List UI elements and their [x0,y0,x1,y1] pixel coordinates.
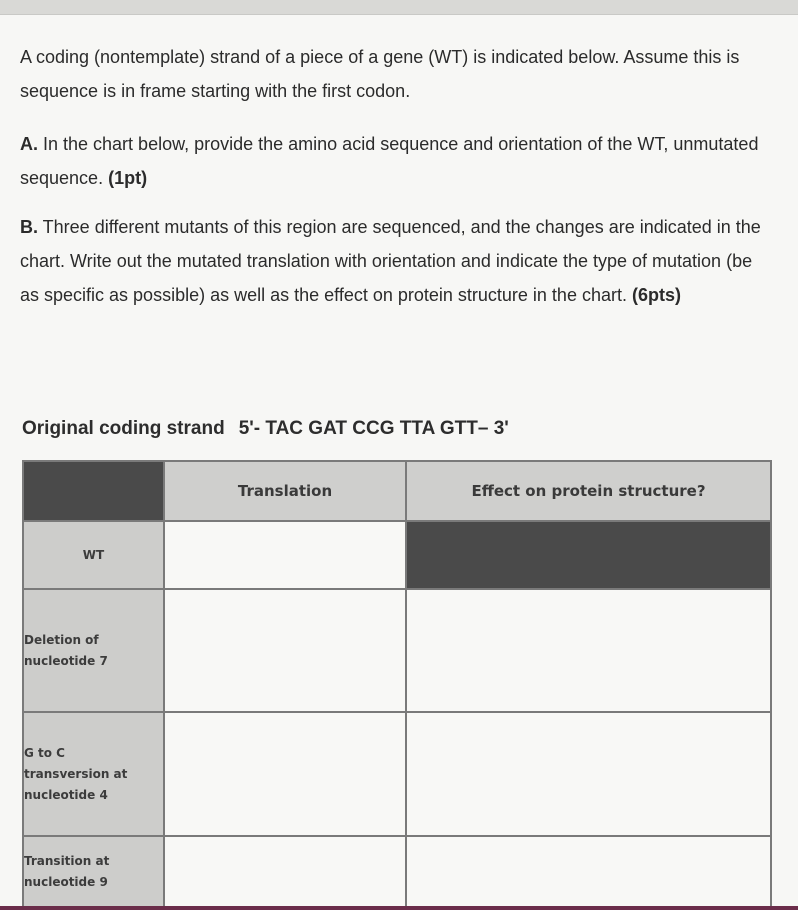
corner-cell [23,461,164,521]
transversion-effect-cell[interactable] [406,712,771,836]
row-transition [23,836,771,908]
strand-label: Original coding strand [22,418,225,439]
deletion-translation-cell[interactable] [164,589,406,712]
column-header-translation: Translation [164,461,406,521]
wt-effect-cell-shaded [406,521,771,589]
worksheet-page [0,15,798,910]
row-label-wt: WT [23,521,164,589]
row-deletion [23,589,771,712]
row-transversion [23,712,771,836]
part-a-text: In the chart below, provide the amino acid sequence and orientation of the WT, unmutated sequence. [20,134,759,188]
part-b-points: (6pts) [631,285,681,305]
transition-effect-cell[interactable] [406,836,771,908]
row-label-transition: Transition at nucleotide 9 [23,836,164,908]
original-strand-line [22,418,509,440]
transition-translation-cell[interactable] [164,836,406,908]
bottom-bar [0,906,798,910]
deletion-effect-cell[interactable] [406,589,771,712]
part-a-paragraph [20,127,775,195]
transversion-translation-cell[interactable] [164,712,406,836]
row-wt [23,521,771,589]
chart-header-row [23,461,771,521]
row-label-transversion: G to C transversion at nucleotide 4 [23,712,164,836]
part-a-points: (1pt) [108,168,148,188]
wt-translation-cell[interactable] [164,521,406,589]
part-b-text: Three different mutants of this region are sequenced, and the changes are indicated in the chart. Write out the mutated translation with orientation and indicate the type of mutation (be as specific as possible) as well as the effect on protein structure in the chart. [20,217,761,305]
part-b-label: B. [20,217,38,237]
part-a-label: A. [20,134,38,154]
column-header-effect: Effect on protein structure? [406,461,771,521]
intro-paragraph: A coding (nontemplate) strand of a piece of a gene (WT) is indicated below. Assume this is sequence is in frame starting with the first codon. [20,47,740,101]
row-label-deletion: Deletion of nucleotide 7 [23,589,164,712]
part-b-paragraph [20,210,775,312]
strand-sequence: 5'- TAC GAT CCG TTA GTT– 3' [238,418,509,439]
mutation-chart [22,460,772,909]
top-strip [0,0,798,15]
